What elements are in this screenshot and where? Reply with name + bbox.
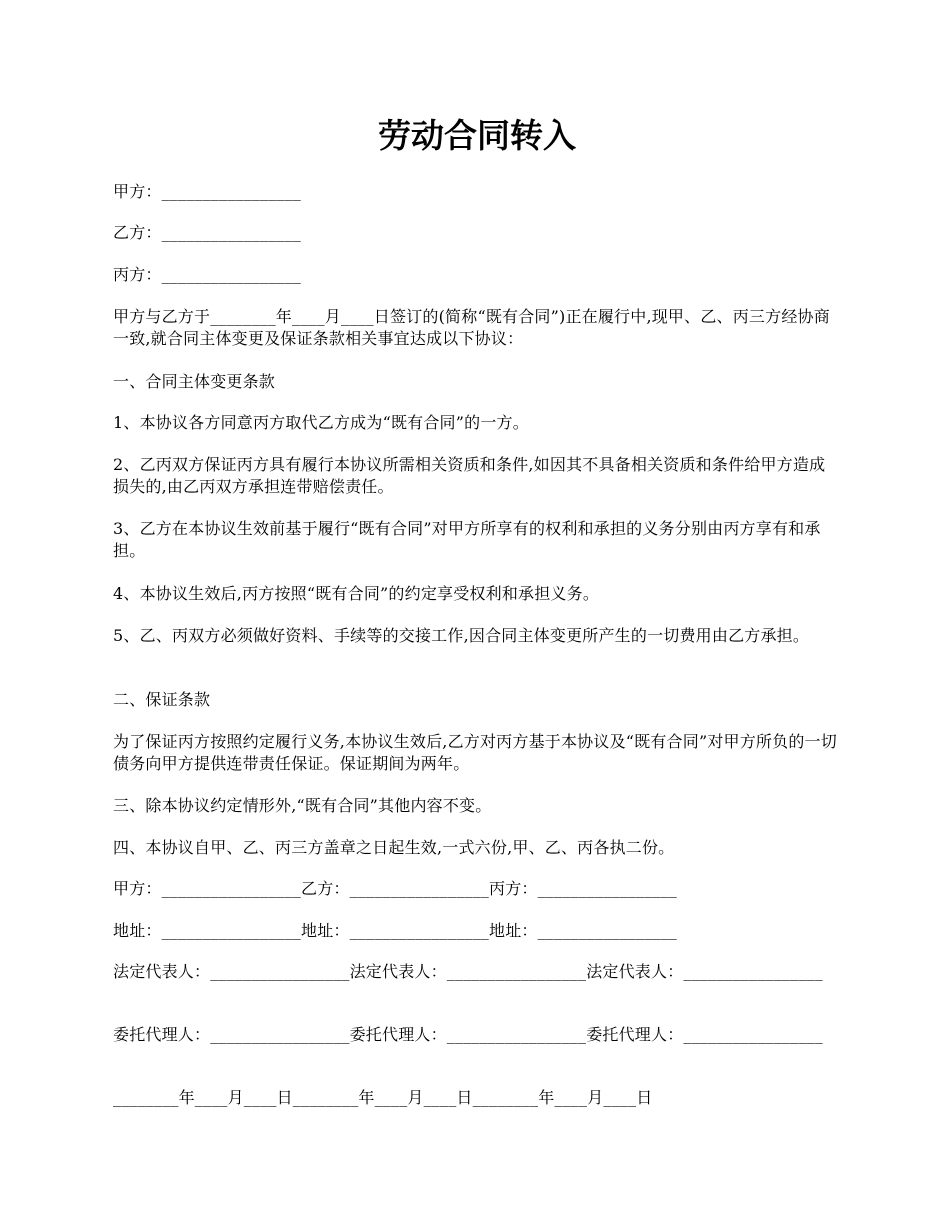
section2-heading: 二、保证条款 <box>113 690 211 709</box>
clause-1: 1、本协议各方同意丙方取代乙方成为“既有合同”的一方。 <box>113 413 529 432</box>
signature-parties-line: 甲方：_________________乙方：_________________丙方：_________________ <box>113 879 678 898</box>
signature-address-line: 地址：_________________地址：_________________地址：_________________ <box>113 921 678 940</box>
clause-2: 2、乙丙双方保证丙方具有履行本协议所需相关资质和条件,如因其不具备相关资质和条件给甲方造成损失的,由乙丙双方承担连带赔偿责任。 <box>113 455 826 496</box>
clause-3: 3、乙方在本协议生效前基于履行“既有合同”对甲方所享有的权利和承担的义务分别由丙方享有和承担。 <box>113 519 821 560</box>
party-a-line: 甲方：_________________ <box>113 182 302 201</box>
intro-paragraph: 甲方与乙方于________年____月____日签订的(简称“既有合同”)正在履行中,现甲、乙、丙三方经协商一致,就合同主体变更及保证条款相关事宜达成以下协议： <box>113 307 830 348</box>
guarantee-paragraph: 为了保证丙方按照约定履行义务,本协议生效后,乙方对丙方基于本协议及“既有合同”对甲方所负的一切债务向甲方提供连带责任保证。保证期间为两年。 <box>113 732 837 773</box>
clause-5: 5、乙、丙双方必须做好资料、手续等的交接工作,因合同主体变更所产生的一切费用由乙方承担。 <box>113 626 810 645</box>
section3-paragraph: 三、除本协议约定情形外,“既有合同”其他内容不变。 <box>113 796 492 815</box>
signature-agent-line: 委托代理人：_________________委托代理人：_________________委托代理人：_________________ <box>113 1025 823 1044</box>
clause-4: 4、本协议生效后,丙方按照“既有合同”的约定享受权利和承担义务。 <box>113 584 600 603</box>
party-b-line: 乙方：_________________ <box>113 223 302 242</box>
document-title: 劳动合同转入 <box>378 116 576 155</box>
signature-legal-rep-line: 法定代表人：_________________法定代表人：_________________法定代表人：_________________ <box>113 962 823 981</box>
section4-paragraph: 四、本协议自甲、乙、丙三方盖章之日起生效,一式六份,甲、乙、丙各执二份。 <box>113 838 675 857</box>
signature-dates-line: ________年____月____日________年____月____日________年____月____日 <box>113 1088 653 1107</box>
party-c-line: 丙方：_________________ <box>113 265 302 284</box>
section1-heading: 一、合同主体变更条款 <box>113 372 276 391</box>
